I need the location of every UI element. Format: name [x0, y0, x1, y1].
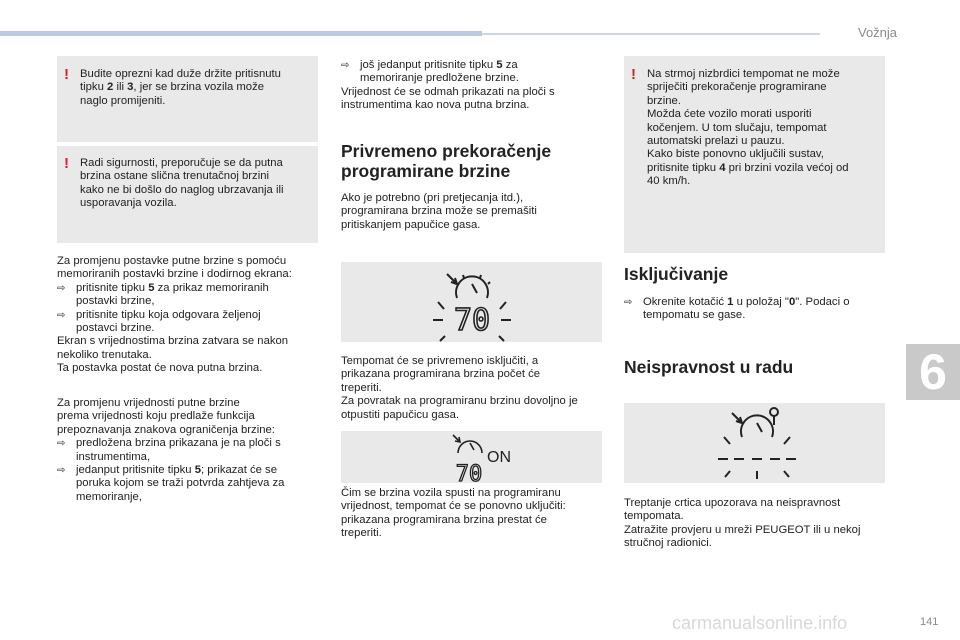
warning-icon: ! — [631, 66, 636, 83]
heading-malfunction: Neispravnost u radu — [624, 357, 794, 377]
paragraph-malfunction: Treptanje crtica upozorava na neispravnost tempomata. Zatražite provjeru u mreži PEUGEOT ili u nekoj stručnoj radionici. — [624, 497, 861, 550]
warning-text-3: Na strmoj nizbrdici tempomat ne može spriječiti prekoračenje programirane brzine. Možda ćete vozilo morati usporiti kočenjem. U tom slučaju, tempomat automatski prelazi u pauzu. Kako biste ponovno uključili sustav, pritisnite tipku 4 pri brzini vozila većoj od 40 km/h. — [647, 68, 849, 188]
page-number: 141 — [920, 616, 939, 628]
warning-text-2: Radi sigurnosti, preporučuje se da putna brzina ostane slična trenutačnoj brzini kako ne bi došlo do naglog ubrzavanja ili usporavanja vozila. — [80, 157, 284, 210]
speed-value: 70 — [453, 303, 491, 338]
speed-value: 70 — [455, 462, 483, 483]
chapter-number: 6 — [919, 344, 947, 400]
chapter-tab — [906, 344, 960, 400]
warning-icon: ! — [64, 66, 69, 83]
service-icon — [770, 408, 778, 416]
bullet-icon: ⇨ — [624, 297, 633, 308]
cruise-display-fault — [624, 403, 885, 483]
watermark: carmanualsonline.info — [672, 613, 848, 633]
heading-switch-off: Isključivanje — [624, 264, 729, 284]
paragraph-confirm: ⇨ još jedanput pritisnite tipku 5 za memoriranje predložene brzine. Vrijednost će se odmah prikazati na ploči s instrumentima kao nova putna brzina. — [341, 59, 555, 112]
paragraph-memorized-speeds: Za promjenu postavke putne brzine s pomoću memoriranih postavki brzine i dodirnog ekrana: ⇨ pritisnite tipku 5 za prikaz memoriranih postavki brzine, ⇨ pritisnite tipku koja odgovara željenoj postavci brzine. Ekran s vrijednostima brzina zatvara se nakon nekoliko trenutaka. Ta postavka postat će nova putna brzina. — [57, 255, 292, 375]
bullet-icon: ⇨ — [341, 60, 350, 71]
warning-icon: ! — [64, 155, 69, 172]
bullet-icon: ⇨ — [57, 282, 66, 294]
heading-temporary-override: Privremeno prekoračenje programirane brzine — [341, 141, 552, 181]
speedometer-icon — [741, 415, 773, 437]
paragraph-sign-recognition: Za promjenu vrijednosti putne brzine prema vrijednosti koju predlaže funkcija prepoznavanja znakova ograničenja brzine: ⇨ predložena brzina prikazana je na ploči s instrumentima, ⇨ jedanput pritisnite tipku 5; prikazat će se poruka kojom se traži potvrda zahtjeva za memoriranje, — [57, 397, 285, 503]
warning-text-1: Budite oprezni kad duže držite pritisnutu tipku 2 ili 3, jer se brzina vozila može naglo promijeniti. — [80, 68, 281, 107]
cruise-display-on — [341, 431, 602, 483]
bullet-icon: ⇨ — [57, 438, 66, 450]
paragraph-temporary-off: Tempomat će se privremeno isključiti, a prikazana programirana brzina počet će treperiti. Za povratak na programiranu brzinu dovoljno je otpustiti papučicu gasa. — [341, 355, 578, 421]
speedometer-icon — [456, 276, 488, 298]
paragraph-override: Ako je potrebno (pri pretjecanja itd.), programirana brzina može se premašiti pritiskanjem papučice gasa. — [341, 192, 537, 231]
bullet-icon: ⇨ — [57, 309, 66, 321]
bullet-icon: ⇨ — [57, 465, 66, 477]
paragraph-resume: Čim se brzina vozila spusti na programiranu vrijednost, tempomat će se ponovno uključiti: prikazana programirana brzina prestat će treperiti. — [341, 487, 566, 540]
header-bar — [0, 31, 482, 36]
paragraph-switch-off: ⇨ Okrenite kotačić 1 u položaj "0". Podaci o tempomatu se gase. — [624, 296, 850, 322]
speedometer-icon — [458, 441, 482, 453]
on-label: ON — [487, 449, 511, 466]
section-title: Vožnja — [858, 25, 898, 40]
header-line — [482, 33, 820, 35]
cruise-display-blinking — [341, 262, 602, 342]
